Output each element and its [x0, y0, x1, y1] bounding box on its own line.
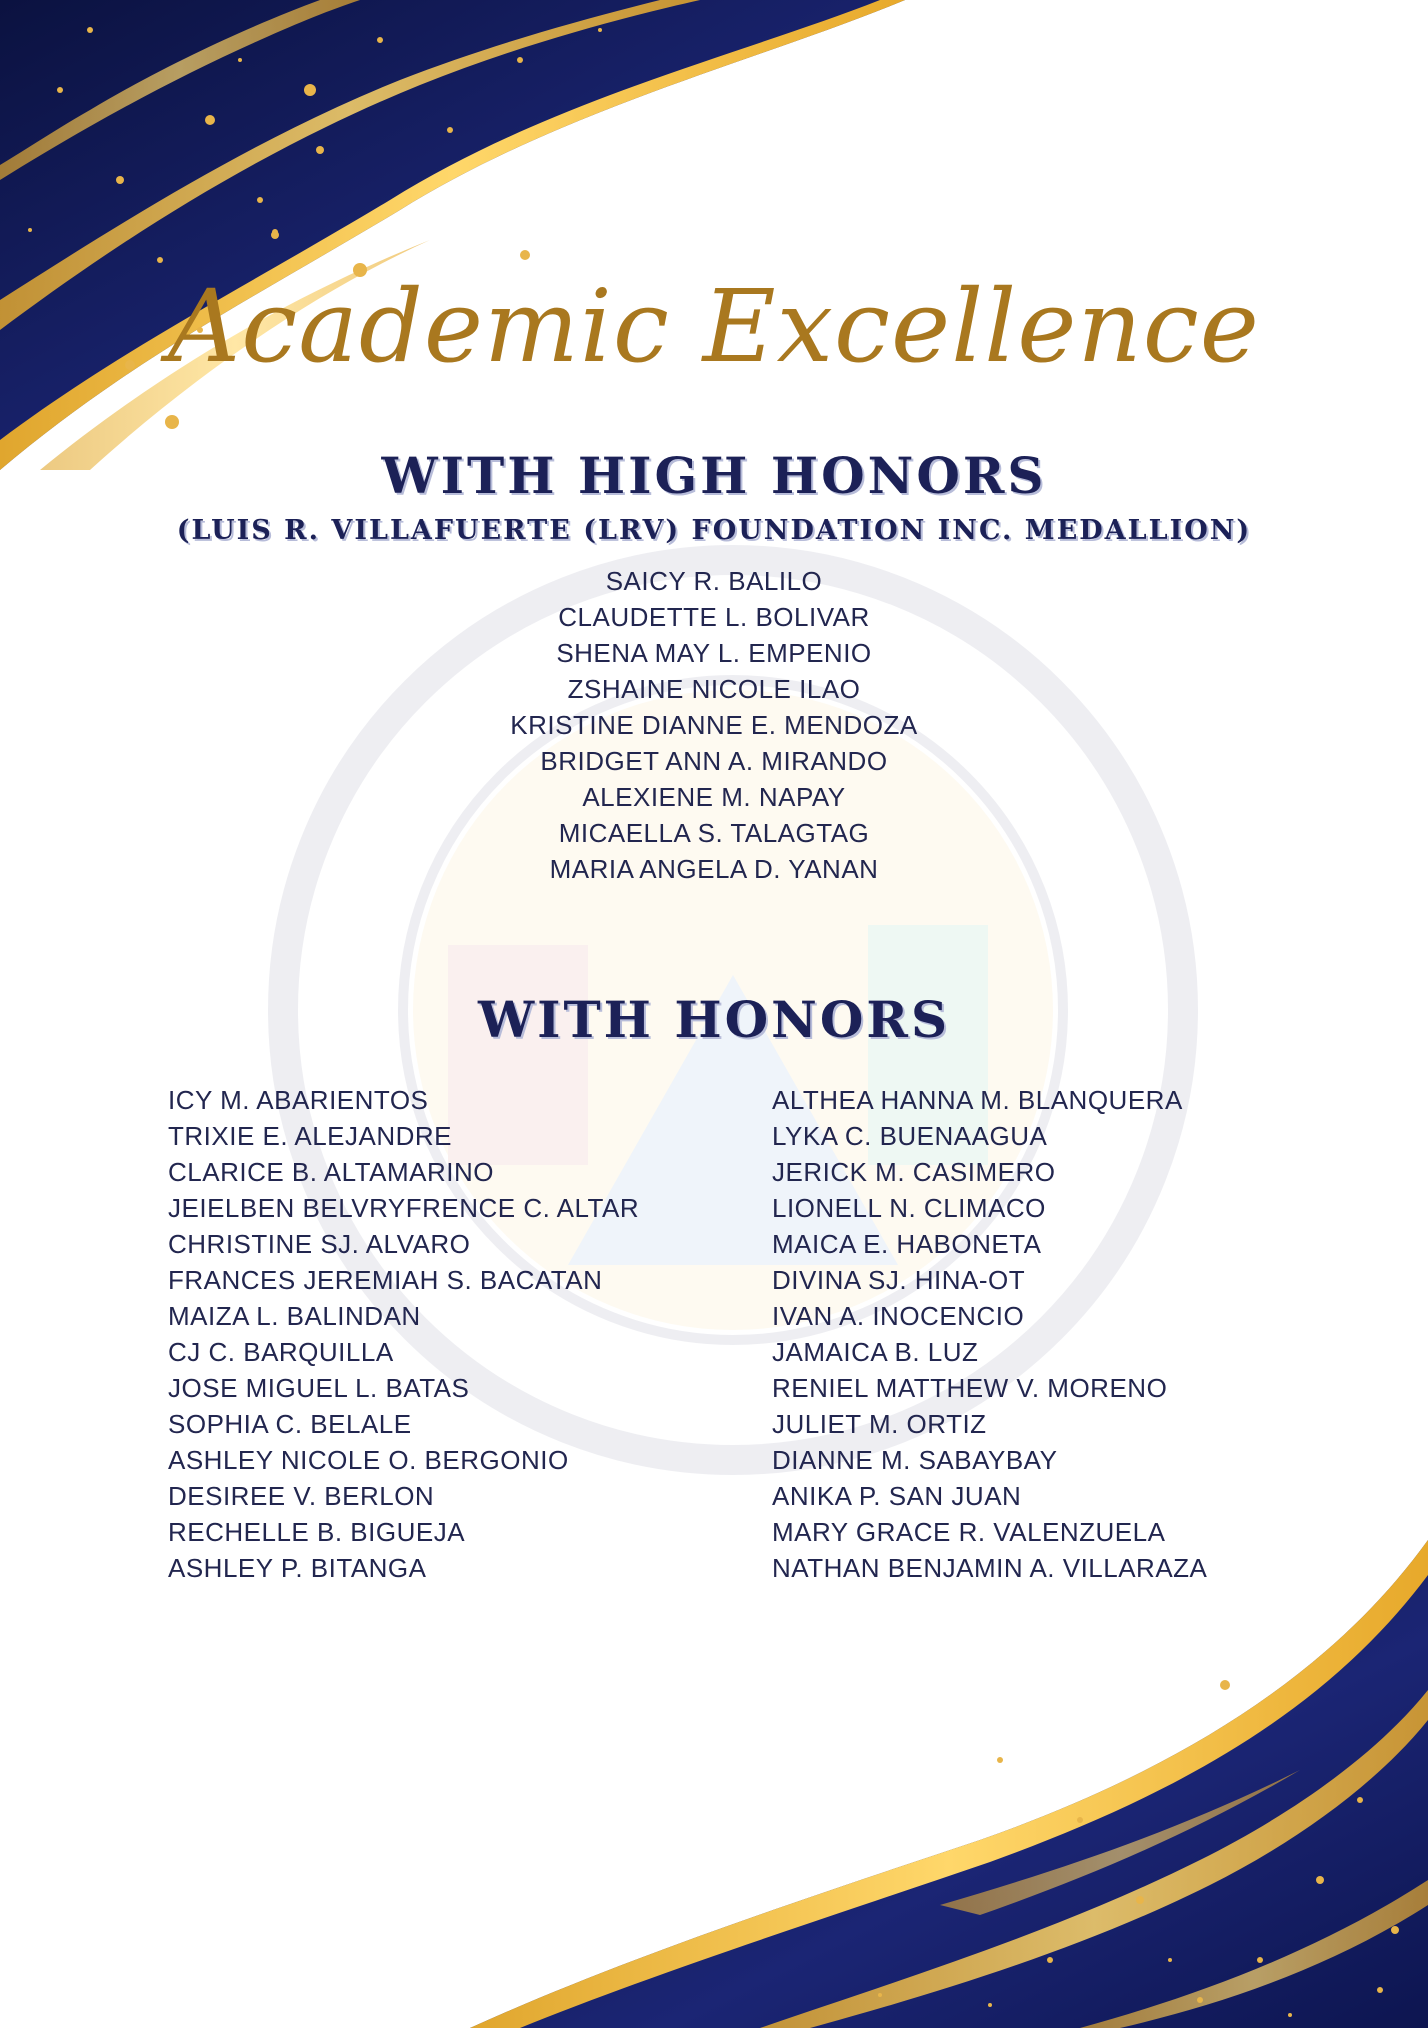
page-title: Academic Excellence	[168, 268, 1260, 385]
list-item: SHENA MAY L. EMPENIO	[556, 638, 872, 668]
list-item: MARY GRACE R. VALENZUELA	[772, 1517, 1166, 1547]
list-item: ASHLEY P. BITANGA	[168, 1553, 427, 1583]
with-honors-heading: WITH HONORS	[477, 990, 951, 1049]
list-item: RENIEL MATTHEW V. MORENO	[772, 1373, 1168, 1403]
list-item: ZSHAINE NICOLE ILAO	[567, 674, 861, 704]
list-item: CJ C. BARQUILLA	[168, 1337, 394, 1367]
list-item: JULIET M. ORTIZ	[772, 1409, 987, 1439]
list-item: NATHAN BENJAMIN A. VILLARAZA	[772, 1553, 1208, 1583]
list-item: SOPHIA C. BELALE	[168, 1409, 412, 1439]
list-item: DIVINA SJ. HINA-OT	[772, 1265, 1026, 1295]
list-item: MICAELLA S. TALAGTAG	[558, 818, 870, 848]
list-item: ICY M. ABARIENTOS	[168, 1085, 429, 1115]
with-high-honors-heading: WITH HIGH HONORS	[381, 446, 1047, 505]
list-item: ALEXIENE M. NAPAY	[582, 782, 846, 812]
list-item: MAIZA L. BALINDAN	[168, 1301, 421, 1331]
list-item: LIONELL N. CLIMACO	[772, 1193, 1046, 1223]
honors-list-left-column	[168, 1082, 639, 1586]
list-item: SAICY R. BALILO	[605, 566, 823, 596]
list-item: CLARICE B. ALTAMARINO	[168, 1157, 494, 1187]
list-item: CLAUDETTE L. BOLIVAR	[558, 602, 870, 632]
list-item: KRISTINE DIANNE E. MENDOZA	[510, 710, 918, 740]
list-item: DESIREE V. BERLON	[168, 1481, 435, 1511]
list-item: LYKA C. BUENAAGUA	[772, 1121, 1048, 1151]
list-item: RECHELLE B. BIGUEJA	[168, 1517, 466, 1547]
list-item: IVAN A. INOCENCIO	[772, 1301, 1025, 1331]
list-item: MAICA E. HABONETA	[772, 1229, 1042, 1259]
list-item: CHRISTINE SJ. ALVARO	[168, 1229, 471, 1259]
list-item: MARIA ANGELA D. YANAN	[549, 854, 879, 884]
list-item: BRIDGET ANN A. MIRANDO	[540, 746, 888, 776]
list-item: FRANCES JEREMIAH S. BACATAN	[168, 1265, 603, 1295]
list-item: ANIKA P. SAN JUAN	[772, 1481, 1022, 1511]
list-item: JEIELBEN BELVRYFRENCE C. ALTAR	[168, 1193, 640, 1223]
list-item: JAMAICA B. LUZ	[772, 1337, 979, 1367]
high-honors-list	[0, 563, 1428, 887]
list-item: ASHLEY NICOLE O. BERGONIO	[168, 1445, 569, 1475]
list-item: ALTHEA HANNA M. BLANQUERA	[772, 1085, 1183, 1115]
list-item: JERICK M. CASIMERO	[772, 1157, 1056, 1187]
list-item: JOSE MIGUEL L. BATAS	[168, 1373, 470, 1403]
honors-list-right-column	[772, 1082, 1207, 1586]
list-item: TRIXIE E. ALEJANDRE	[168, 1121, 453, 1151]
list-item: DIANNE M. SABAYBAY	[772, 1445, 1058, 1475]
medallion-subheading: (LUIS R. VILLAFUERTE (LRV) FOUNDATION INC. MEDALLION)	[176, 515, 1252, 546]
